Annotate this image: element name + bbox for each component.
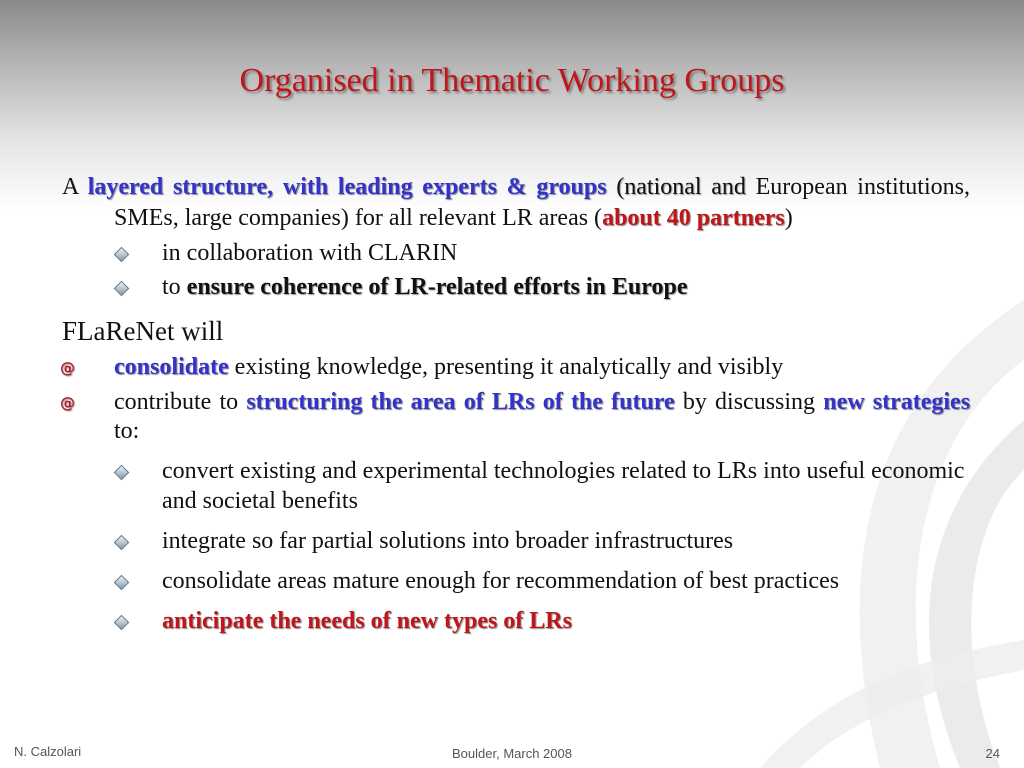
contribute-prefix: contribute to [114,389,239,415]
with-text: , with [267,174,329,200]
flarenet-will-heading: FLaReNet will [62,316,224,346]
intro-close: ) [784,205,793,231]
to-text: to: [114,418,140,444]
sub-item-convert-text: convert existing and experimental technologies related to LRs into useful economic and societal benefits [162,458,965,514]
consolidate-rest-text: existing knowledge, presenting it analytically and visibly [234,354,784,380]
sub-item-convert [62,456,970,516]
diamond-bullet-icon [114,535,130,551]
new-strategies-text: new strategies [823,389,971,415]
sub-item-best-practices [62,566,970,596]
sub-item-integrate [62,526,970,556]
slide-content [62,172,970,636]
diamond-bullet-icon [114,281,130,297]
intro-sub-item-2-bold: ensure coherence of LR-related efforts in Europe [186,274,688,300]
diamond-bullet-icon [114,247,130,263]
bullet-contribute [62,388,970,446]
leading-experts-text: leading experts & groups [337,174,607,200]
sub-item-integrate-text: integrate so far partial solutions into broader infrastructures [162,528,734,554]
structuring-text: structuring the area of LRs of the future [246,389,675,415]
sub-item-anticipate-text: anticipate the needs of new types of LRs [162,608,572,634]
diamond-bullet-icon [114,465,130,481]
layered-structure-text: layered structure [87,174,268,200]
diamond-bullet-icon [114,575,130,591]
intro-sub-item-2 [62,272,970,302]
intro-rest-text: European institutions, SMEs, large companies) for all relevant LR areas ( [114,174,970,231]
intro-sub-item-1-text: in collaboration with CLARIN [162,240,458,266]
partners-text: about 40 partners [602,205,785,231]
sub-item-best-practices-text: consolidate areas mature enough for recommendation of best practices [162,568,840,594]
diamond-bullet-icon [114,615,130,631]
intro-paragraph [62,172,970,234]
footer-page-number: 24 [985,746,1000,761]
discussing-text: by discussing [682,389,816,415]
footer-event: Boulder, March 2008 [452,746,572,761]
slide-title: Organised in Thematic Working Groups [239,62,785,99]
national-text: (national and [616,174,746,200]
footer-author: N. Calzolari [14,744,82,759]
at-bullet-icon: @ [60,359,75,377]
intro-sub-item-2-prefix: to [162,274,181,300]
at-bullet-icon: @ [60,394,75,412]
intro-sub-item-1 [62,238,970,268]
consolidate-text: consolidate [114,354,229,380]
sub-item-anticipate [62,606,970,636]
bullet-consolidate [62,353,970,382]
intro-a: A [62,174,79,200]
